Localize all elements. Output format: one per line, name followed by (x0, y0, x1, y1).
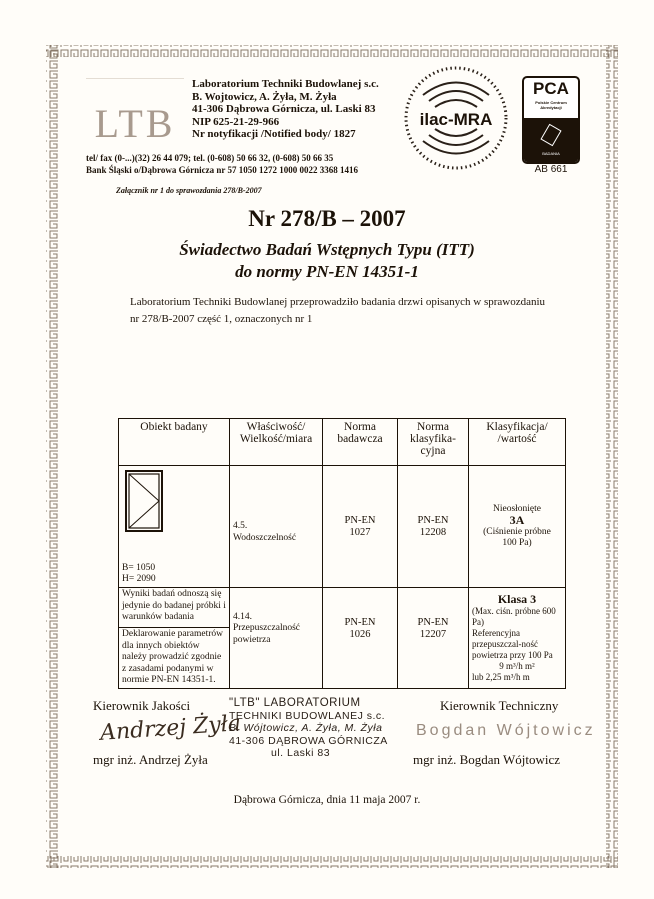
test-norm-number: 1027 (349, 526, 371, 538)
quality-manager-signature: Andrzej Żyła (99, 711, 242, 746)
class-norm-prefix: PN-EN (417, 514, 449, 526)
classification-cell (469, 588, 566, 689)
ilac-mra-logo (403, 65, 509, 171)
pca-name: PCA (533, 79, 569, 98)
lab-stamp (229, 697, 388, 760)
technical-manager-signature: Bogdan Wójtowicz (416, 722, 596, 739)
value-line: 100 Pa) (502, 538, 532, 548)
value-line: (Ciśnienie próbne (483, 526, 551, 537)
lab-owners: B. Wojtowicz, A. Żyła, M. Żyła (192, 90, 337, 103)
value-line: Nieosłonięte (492, 503, 541, 514)
intro-paragraph: Laboratorium Techniki Budowlanej przeprowadziło badania drzwi opisanych w sprawozdaniu nr 278/B-2007 część 1, oznaczonych nr 1 (130, 296, 546, 325)
header-test-norm: Norma badawcza (323, 419, 398, 466)
stamp-line: 41-306 DĄBROWA GÓRNICZA (229, 734, 388, 747)
class-norm-prefix: PN-EN (417, 616, 449, 628)
notes-cell (119, 588, 230, 689)
value-class: 3A (509, 513, 525, 527)
value-line: 9 m³/h m² (499, 661, 535, 672)
accreditation-number: AB 661 (534, 164, 568, 175)
value-class: Klasa 3 (497, 592, 537, 607)
object-height: H= 2090 (122, 574, 156, 584)
ltb-logo: LTB (86, 78, 184, 167)
door-drawing-icon (125, 470, 163, 532)
test-norm-prefix: PN-EN (344, 616, 376, 628)
flask-icon (540, 124, 561, 147)
header-property: Właściwość/ Wielkość/miara (230, 419, 323, 466)
table-row (119, 466, 566, 588)
annex-note: Załącznik nr 1 do sprawozdania 278/B-2007 (116, 186, 262, 195)
lab-nip: NIP 625-21-29-966 (192, 115, 280, 128)
certificate-standard: do normy PN-EN 14351-1 (235, 262, 419, 281)
property-number: 4.5. (233, 521, 248, 531)
quality-manager-title: Kierownik Jakości (93, 698, 191, 713)
certificate-title: Świadectwo Badań Wstępnych Typu (ITT) (179, 240, 475, 259)
stamp-line: TECHNIKI BUDOWLANEJ s.c. (229, 709, 386, 722)
header-class-norm: Norma klasyfika-cyjna (398, 419, 469, 466)
value-line: (Max. ciśn. próbne 600 Pa) (472, 606, 556, 628)
declaration-note: Deklarowanie parametrów dla innych obiektów należy prowadzić zgodnie z zasadami podanymi w normie PN-EN 14351-1. (122, 629, 224, 685)
technical-manager-title: Kierownik Techniczny (440, 698, 559, 713)
results-table (118, 418, 566, 689)
technical-manager-name: mgr inż. Bogdan Wójtowicz (413, 752, 561, 767)
pca-badge: BADANIA (542, 151, 560, 156)
value-line: lub 2,25 m³/h m (472, 672, 530, 683)
table-header-row (119, 419, 566, 466)
lab-name: Laboratorium Techniki Budowlanej s.c. (192, 78, 379, 90)
object-width: B= 1050 (122, 563, 156, 573)
value-line: Referencyjna przepuszczal-ność powietrza przy 100 Pa (472, 628, 553, 661)
header-classification: Klasyfikacja/ /wartość (469, 419, 566, 466)
class-norm-number: 12208 (419, 526, 447, 538)
lab-address: 41-306 Dąbrowa Górnicza, ul. Laski 83 (192, 103, 376, 116)
table-row (119, 588, 566, 689)
header-object: Obiekt badany (119, 419, 230, 466)
classification-cell (469, 466, 566, 588)
issue-date: Dąbrowa Górnicza, dnia 11 maja 2007 r. (233, 794, 421, 806)
property-cell (230, 466, 323, 588)
results-note: Wyniki badań odnoszą się jedynie do badanej próbki i warunków badania (119, 588, 229, 628)
test-norm-cell (323, 466, 398, 588)
lab-header (192, 78, 379, 141)
test-norm-number: 1026 (349, 628, 371, 640)
quality-manager-name: mgr inż. Andrzej Żyła (93, 752, 208, 767)
property-number: 4.14. (233, 611, 252, 622)
class-norm-number: 12207 (419, 628, 447, 640)
pca-logo (522, 76, 580, 164)
contact-phone: tel/ fax (0-...)(32) 26 44 079; tel. (0-608) 50 66 32, (0-608) 50 66 35 (86, 153, 334, 163)
class-norm-cell (398, 466, 469, 588)
pca-subtitle: Polskie Centrum Akredytacji (535, 100, 567, 110)
stamp-line: "LTB" LABORATORIUM (229, 697, 361, 709)
certificate-number: Nr 278/B – 2007 (248, 206, 406, 231)
test-norm-cell (323, 588, 398, 689)
property-cell (230, 588, 323, 689)
object-cell (119, 466, 230, 588)
bank-account: Bank Śląski o/Dąbrowa Górnicza nr 57 1050 1272 1000 0022 3368 1416 (86, 165, 358, 175)
stamp-line: B. Wójtowicz, A. Żyła, M. Żyła (229, 722, 383, 734)
lab-notified-body: Nr notyfikacji /Notified body/ 1827 (192, 128, 356, 141)
contact-block (86, 152, 358, 176)
class-norm-cell (398, 588, 469, 689)
test-norm-prefix: PN-EN (344, 514, 376, 526)
property-name: Wodoszczelność (233, 532, 297, 543)
stamp-line: ul. Laski 83 (271, 747, 331, 759)
property-name: Przepuszczalność powietrza (233, 623, 300, 645)
ilac-logo-text: ilac-MRA (419, 110, 493, 129)
